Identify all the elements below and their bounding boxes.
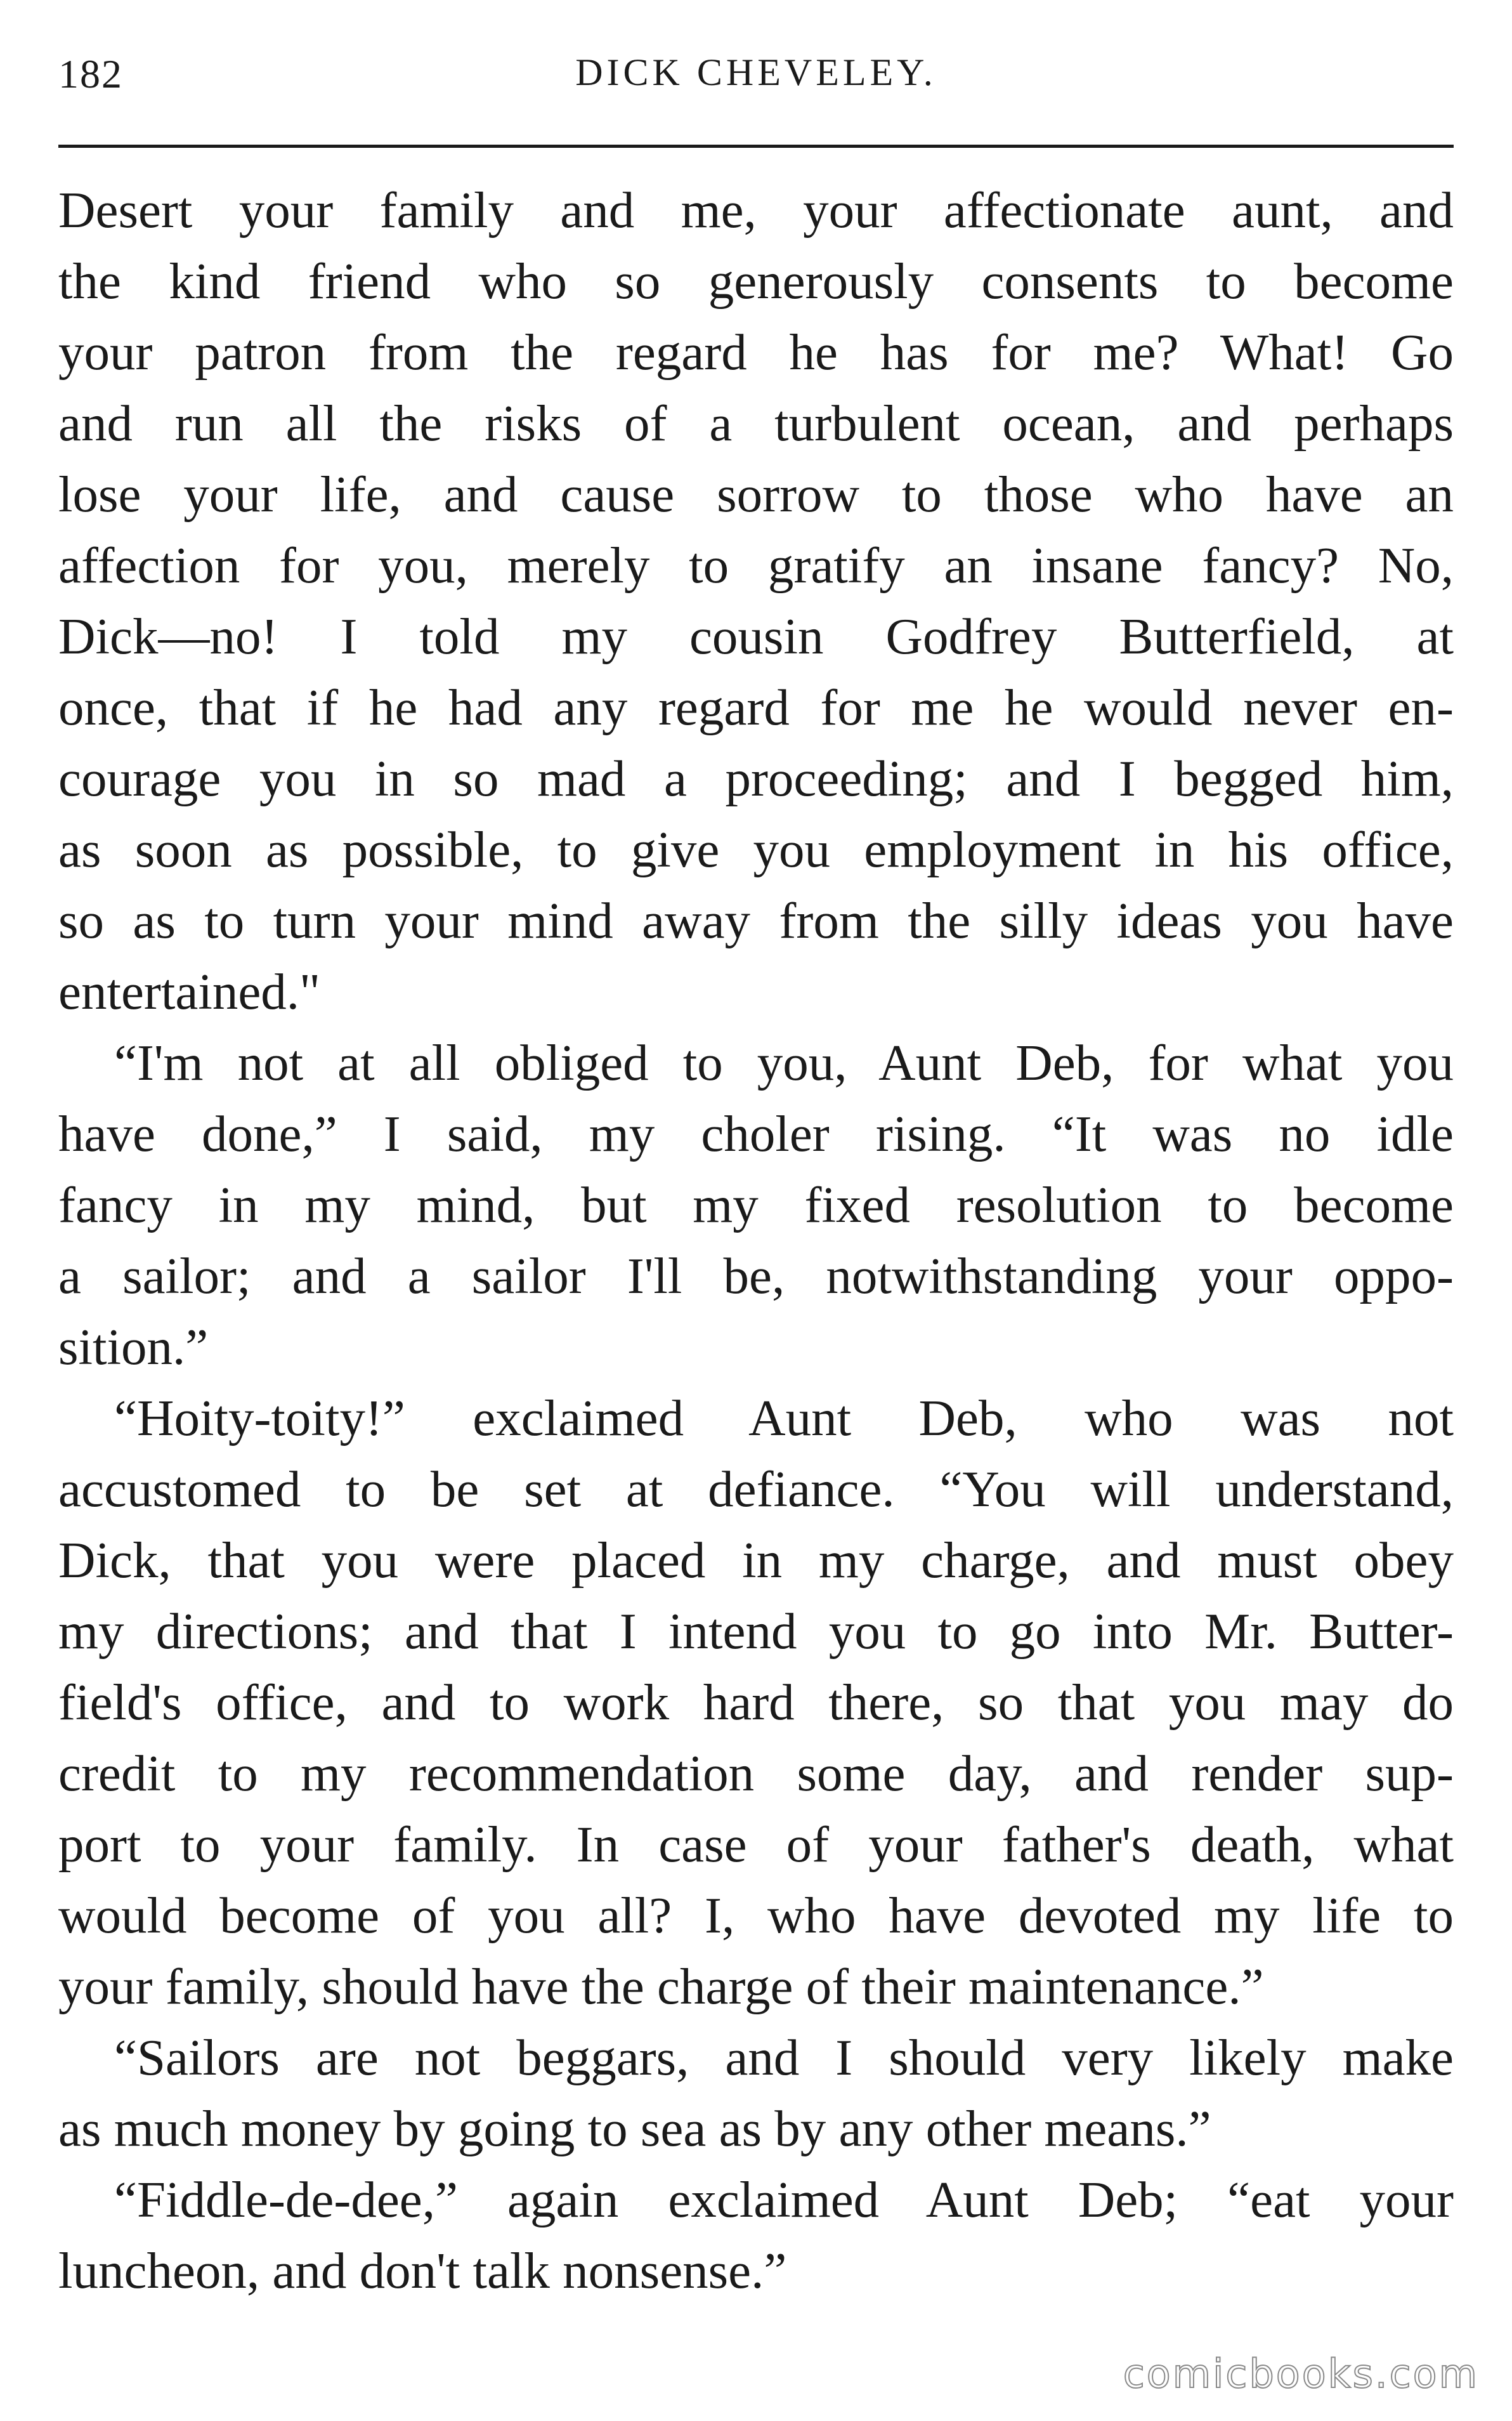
text-line: luncheon, and don't talk nonsense.” <box>58 2242 787 2299</box>
header-rule <box>58 145 1454 148</box>
text-line: lose your life, and cause sorrow to those who have an <box>58 466 1454 523</box>
running-head: DICK CHEVELEY. <box>575 51 937 93</box>
text-line: Dick, that you were placed in my charge, and must obey <box>58 1532 1454 1589</box>
text-line: your family, should have the charge of their maintenance.” <box>58 1958 1264 2015</box>
body-text <box>58 174 1454 2306</box>
text-line: my directions; and that I intend you to go into Mr. Butter- <box>58 1603 1454 1660</box>
text-line: a sailor; and a sailor I'll be, notwithstanding your oppo- <box>58 1247 1454 1304</box>
text-line: the kind friend who so generously consents to become <box>58 253 1454 310</box>
text-line: credit to my recommendation some day, and render sup- <box>58 1745 1454 1802</box>
text-line: once, that if he had any regard for me he would never en- <box>58 679 1454 736</box>
text-line: courage you in so mad a proceeding; and I begged him, <box>58 750 1454 807</box>
text-line: affection for you, merely to gratify an insane fancy? No, <box>58 537 1454 594</box>
text-line: “Hoity-toity!” exclaimed Aunt Deb, who was not <box>114 1389 1454 1447</box>
text-line: Dick—no! I told my cousin Godfrey Butterfield, at <box>58 608 1454 665</box>
text-line: Desert your family and me, your affectionate aunt, and <box>58 181 1454 239</box>
text-line: your patron from the regard he has for me? What! Go <box>58 324 1454 381</box>
text-line: have done,” I said, my choler rising. “It was no idle <box>58 1105 1454 1162</box>
text-line: field's office, and to work hard there, so that you may do <box>58 1674 1454 1731</box>
text-line: as much money by going to sea as by any other means.” <box>58 2100 1211 2157</box>
text-line: “Fiddle-de-dee,” again exclaimed Aunt Deb; “eat your <box>114 2171 1454 2228</box>
text-line: and run all the risks of a turbulent ocean, and perhaps <box>58 395 1454 452</box>
page-header <box>58 51 1454 108</box>
text-line: so as to turn your mind away from the silly ideas you have <box>58 892 1454 949</box>
text-line: “I'm not at all obliged to you, Aunt Deb, for what you <box>114 1034 1454 1091</box>
text-line: “Sailors are not beggars, and I should very likely make <box>114 2029 1454 2086</box>
text-line: entertained." <box>58 963 321 1020</box>
text-line: fancy in my mind, but my fixed resolution to become <box>58 1176 1454 1233</box>
watermark: comicbooks.com <box>1123 2351 1479 2397</box>
text-line: would become of you all? I, who have devoted my life to <box>58 1887 1454 1944</box>
text-line: port to your family. In case of your father's death, what <box>58 1816 1454 1873</box>
text-line: accustomed to be set at defiance. “You will understand, <box>58 1460 1454 1518</box>
text-line: as soon as possible, to give you employment in his office, <box>58 821 1454 878</box>
text-line: sition.” <box>58 1318 209 1375</box>
page-number: 182 <box>58 51 123 96</box>
